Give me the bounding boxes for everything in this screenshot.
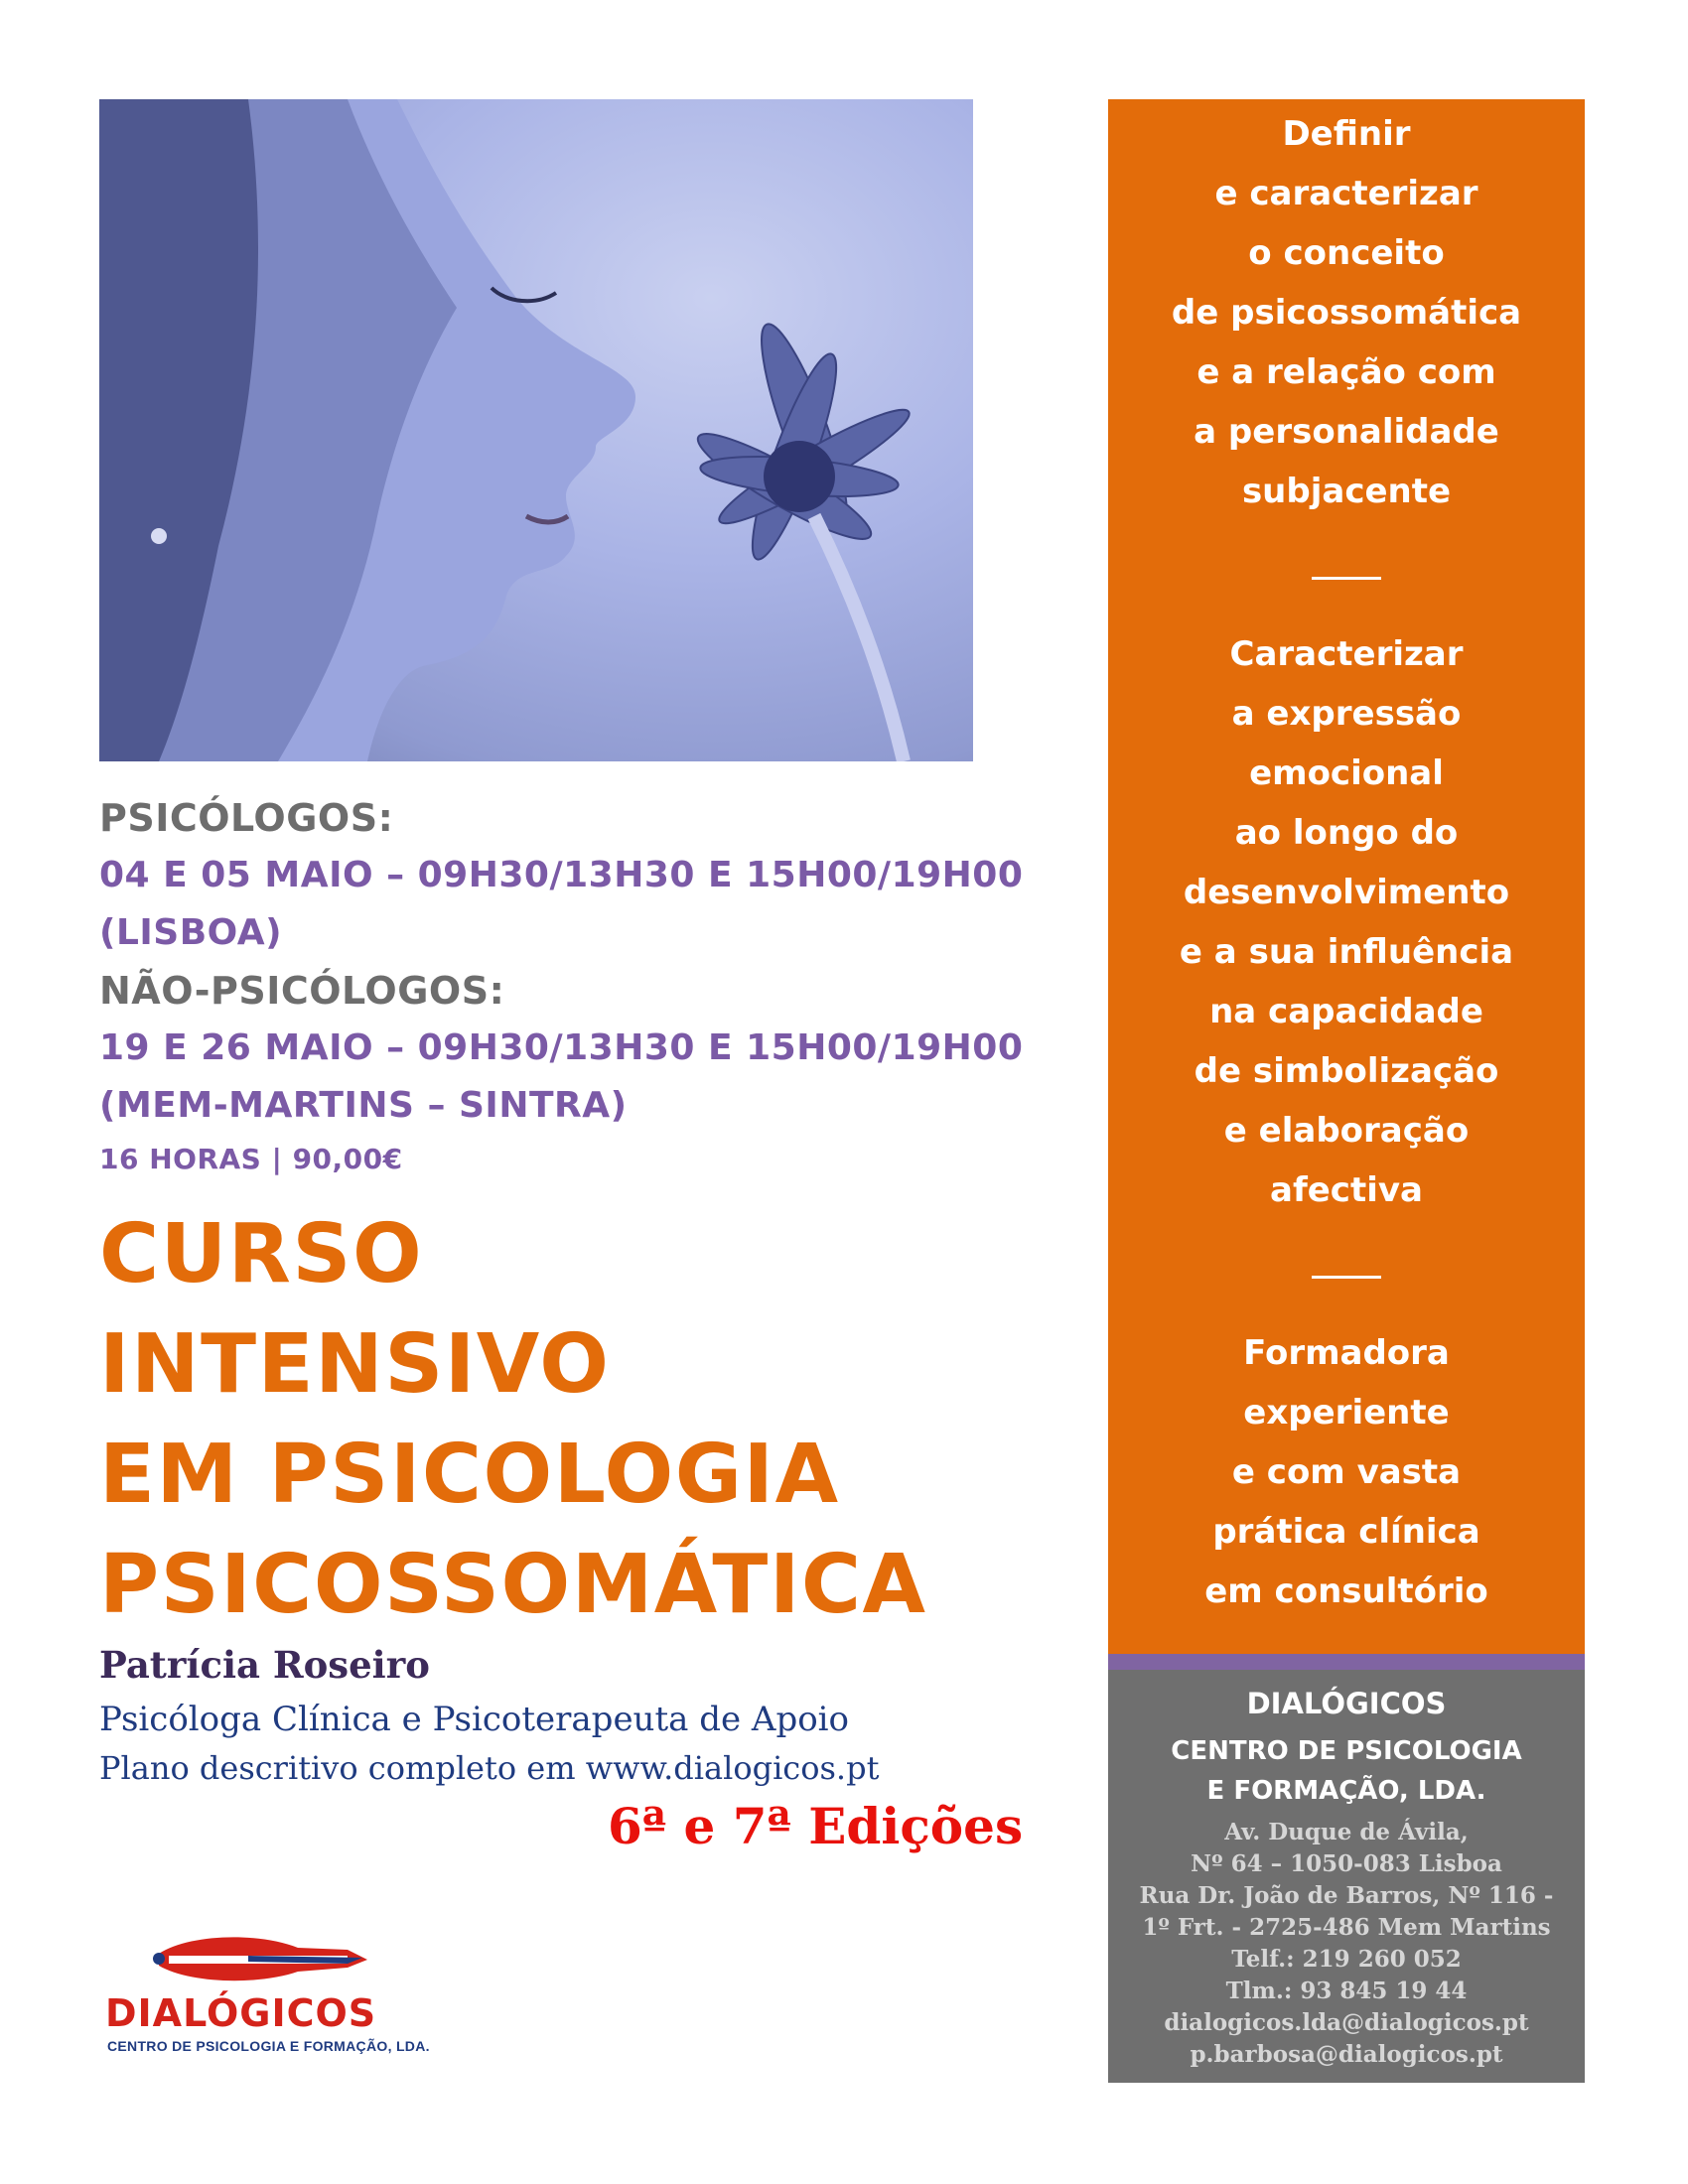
dialogicos-logo — [99, 1926, 430, 2054]
objective-line: o conceito — [1248, 233, 1445, 273]
objective-line: a personalidade — [1194, 412, 1499, 452]
address-line: 1º Frt. - 2725-486 Mem Martins — [1142, 1914, 1551, 1941]
company-address — [1108, 1817, 1585, 2071]
objective-line: Formadora — [1243, 1333, 1450, 1373]
logo-subtitle: CENTRO DE PSICOLOGIA E FORMAÇÃO, LDA. — [107, 2038, 430, 2054]
plan-link-text: Plano descritivo completo em www.dialogicos.pt — [99, 1749, 880, 1787]
objective-line: e a sua influência — [1179, 932, 1514, 972]
author-role: Psicóloga Clínica e Psicoterapeuta de Apoio — [99, 1700, 850, 1739]
objective-line: de simbolização — [1194, 1051, 1499, 1091]
objective-line: em consultório — [1204, 1571, 1488, 1611]
company-subtitle-line: CENTRO DE PSICOLOGIA — [1171, 1736, 1522, 1766]
objective-line: e a relação com — [1196, 352, 1496, 392]
schedule-section — [99, 789, 1053, 1184]
objective-line: prática clínica — [1212, 1512, 1480, 1552]
objective-line: e caracterizar — [1214, 174, 1478, 213]
woman-flower-photo — [99, 99, 973, 761]
photo-illustration — [99, 99, 973, 761]
course-title — [99, 1199, 1072, 1640]
panel-divider — [1108, 1654, 1585, 1670]
course-title-line: EM PSICOLOGIA — [99, 1428, 840, 1522]
company-subtitle-line: E FORMAÇÃO, LDA. — [1206, 1776, 1486, 1806]
hours-price: 16 HORAS | 90,00€ — [99, 1143, 403, 1175]
objective-line: Caracterizar — [1229, 634, 1464, 674]
objective-line: subjacente — [1241, 472, 1452, 511]
address-line: Rua Dr. João de Barros, Nº 116 - — [1139, 1882, 1554, 1909]
objective-block-3 — [1108, 1323, 1585, 1621]
objectives-panel — [1108, 99, 1585, 1654]
objective-block-2 — [1108, 624, 1585, 1220]
course-title-line: PSICOSSOMÁTICA — [99, 1538, 927, 1632]
objective-line: experiente — [1243, 1393, 1450, 1433]
address-line: Av. Duque de Ávila, — [1224, 1819, 1469, 1845]
company-subtitle — [1108, 1731, 1585, 1811]
objective-line: e elaboração — [1223, 1111, 1470, 1151]
objective-line: e com vasta — [1231, 1452, 1462, 1492]
course-title-line: CURSO — [99, 1207, 424, 1301]
objective-line: afectiva — [1270, 1170, 1423, 1210]
address-line: p.barbosa@dialogicos.pt — [1190, 2041, 1503, 2068]
address-line: Nº 64 – 1050-083 Lisboa — [1191, 1850, 1502, 1877]
company-name: DIALÓGICOS — [1246, 1687, 1447, 1720]
group1-dates: 04 E 05 MAIO – 09H30/13H30 E 15H00/19H00 — [99, 855, 1024, 895]
objective-line: na capacidade — [1209, 992, 1483, 1031]
objective-line: ao longo do — [1234, 813, 1459, 853]
logo-wordmark: DIALÓGICOS — [105, 1991, 377, 2035]
author-name: Patrícia Roseiro — [99, 1643, 430, 1687]
objective-line: a expressão — [1231, 694, 1462, 734]
company-info-panel — [1108, 1670, 1585, 2083]
objective-line: Definir — [1282, 114, 1411, 154]
group2-location: (MEM-MARTINS – SINTRA) — [99, 1085, 628, 1126]
address-line: dialogicos.lda@dialogicos.pt — [1164, 2009, 1529, 2036]
objective-line: emocional — [1249, 753, 1444, 793]
objective-block-1 — [1108, 99, 1585, 521]
group1-heading: PSICÓLOGOS: — [99, 796, 394, 840]
group2-dates: 19 E 26 MAIO – 09H30/13H30 E 15H00/19H00 — [99, 1027, 1024, 1068]
address-line: Telf.: 219 260 052 — [1231, 1946, 1462, 1973]
objective-line: de psicossomática — [1171, 293, 1522, 333]
logo-mark-icon — [99, 1926, 417, 1995]
objective-line: desenvolvimento — [1183, 873, 1510, 912]
editions-label: 6ª e 7ª Edições — [608, 1797, 1024, 1855]
group2-heading: NÃO-PSICÓLOGOS: — [99, 969, 505, 1013]
address-line: Tlm.: 93 845 19 44 — [1225, 1978, 1468, 2004]
course-title-line: INTENSIVO — [99, 1317, 611, 1412]
group1-location: (LISBOA) — [99, 912, 283, 953]
